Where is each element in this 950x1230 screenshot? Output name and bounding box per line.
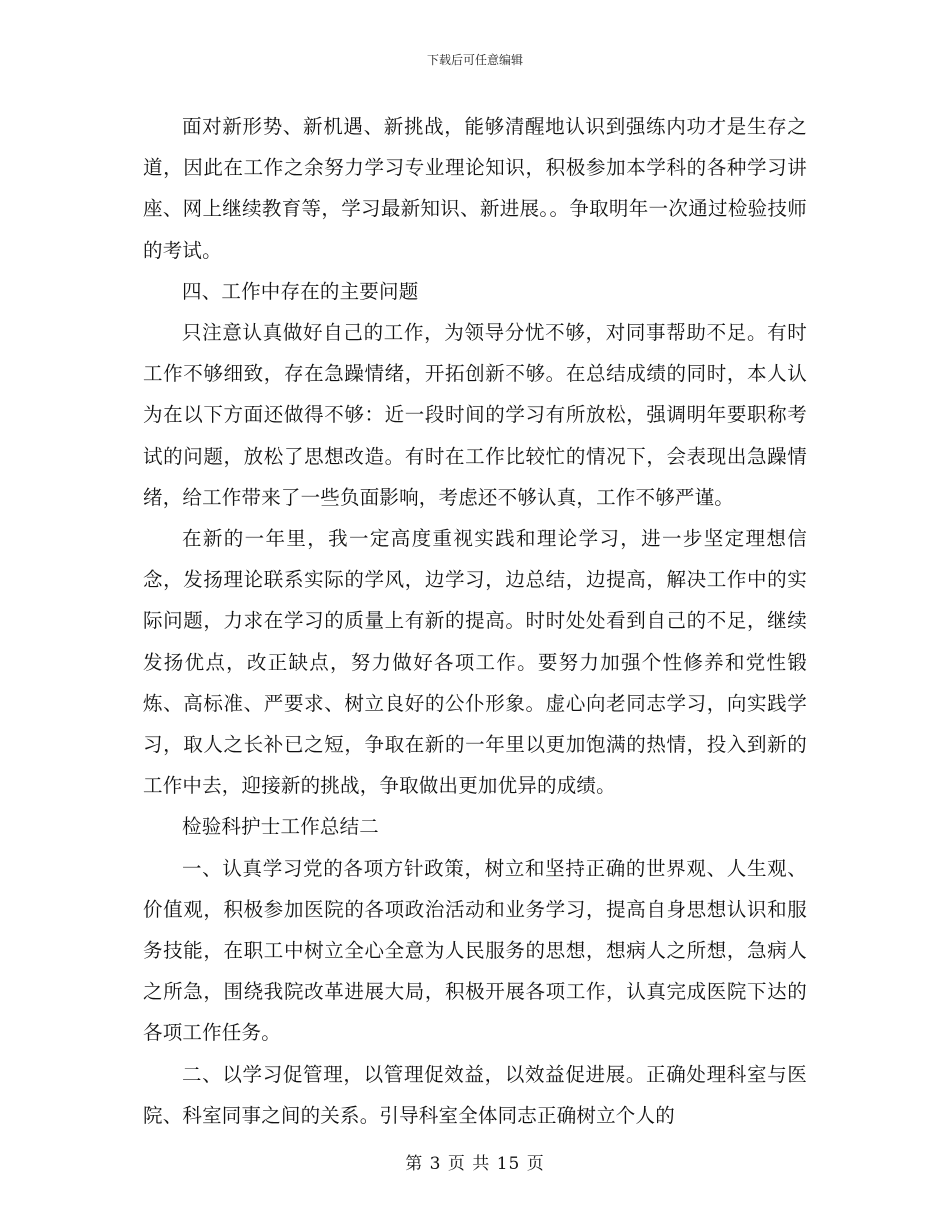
- paragraph-self-study: 面对新形势、新机遇、新挑战，能够清醒地认识到强练内功才是生存之道，因此在工作之余努力学习专业理论知识，积极参加本学科的各种学习讲座、网上继续教育等，学习最新知识、新进展。。争取明年一次通过检验技师的考试。: [143, 115, 807, 262]
- section-title-summary-two: 检验科护士工作总结二: [182, 815, 380, 839]
- paragraph-policy-study: 一、认真学习党的各项方针政策，树立和坚持正确的世界观、人生观、价值观，积极参加医院的各项政治活动和业务学习，提高自身思想认识和服务技能，在职工中树立全心全意为人民服务的思想，想病人之所想，急病人之所急，围绕我院改革进展大局，积极开展各项工作，认真完成医院下达的各项工作任务。: [143, 856, 807, 1045]
- paragraph-new-year-plan: 在新的一年里，我一定高度重视实践和理论学习，进一步坚定理想信念，发扬理论联系实际的学风，边学习，边总结，边提高，解决工作中的实际问题，力求在学习的质量上有新的提高。时时处处看到自己的不足，继续发扬优点，改正缺点，努力做好各项工作。要努力加强个性修养和党性锻炼、高标准、严要求、树立良好的公仆形象。虚心向老同志学习，向实践学习，取人之长补已之短，争取在新的一年里以更加饱满的热情，投入到新的工作中去，迎接新的挑战，争取做出更加优异的成绩。: [143, 527, 807, 798]
- section-heading-problems: 四、工作中存在的主要问题: [182, 279, 419, 303]
- document-body: [143, 106, 807, 1136]
- page-number-footer: 第 3 页 共 15 页: [405, 1154, 545, 1174]
- paragraph-management: 二、以学习促管理，以管理促效益，以效益促进展。正确处理科室与医院、科室同事之间的关系。引导科室全体同志正确树立个人的: [143, 1062, 807, 1127]
- page-header-note: 下载后可任意编辑: [426, 53, 523, 67]
- paragraph-shortcomings: 只注意认真做好自己的工作，为领导分忧不够，对同事帮助不足。有时工作不够细致，存在急躁情绪，开拓创新不够。在总结成绩的同时，本人认为在以下方面还做得不够：近一段时间的学习有所放松，强调明年要职称考试的问题，放松了思想改造。有时在工作比较忙的情况下，会表现出急躁情绪，给工作带来了一些负面影响，考虑还不够认真，工作不够严谨。: [143, 321, 807, 509]
